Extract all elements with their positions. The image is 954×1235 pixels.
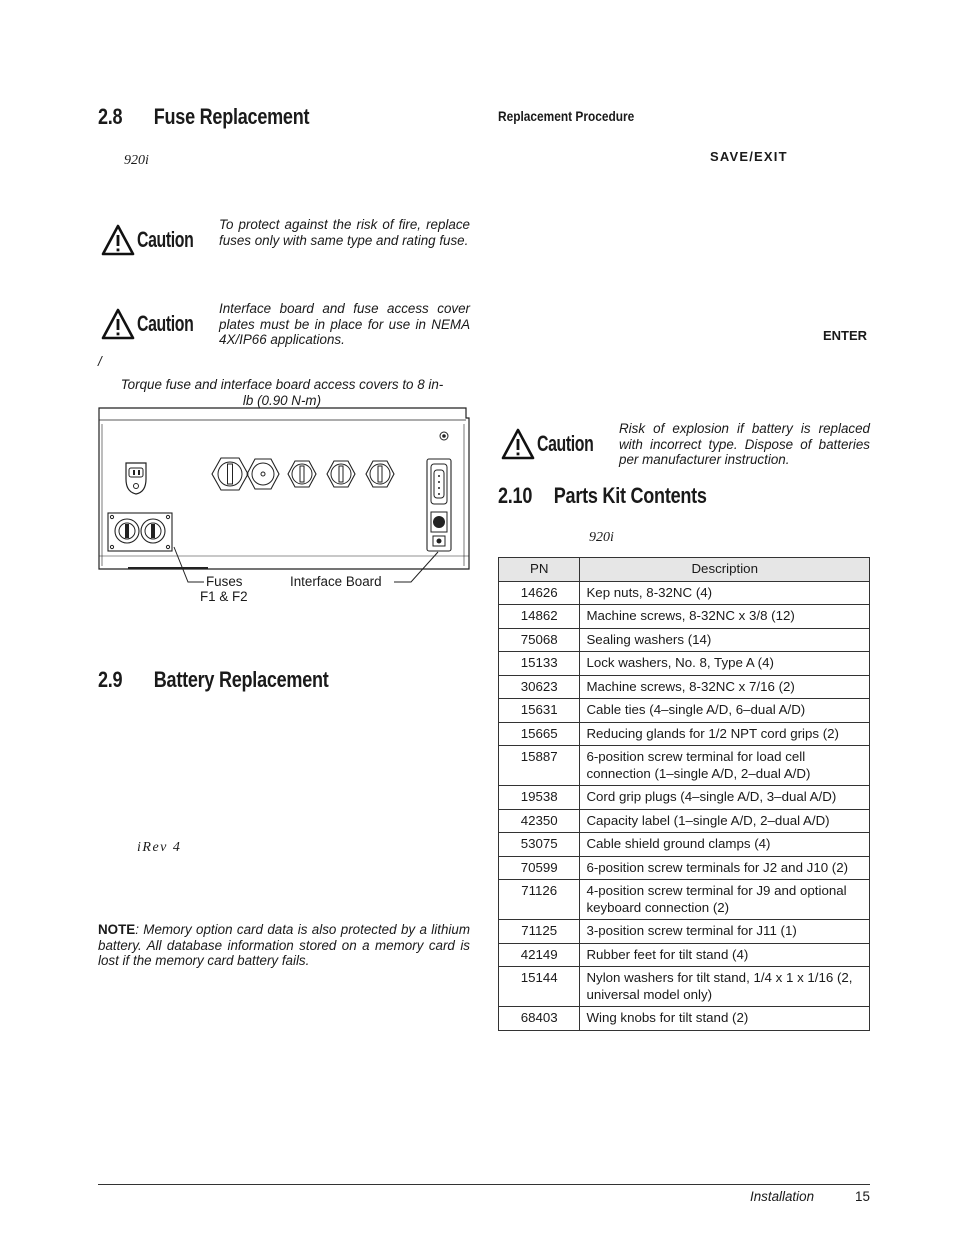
- replacement-procedure-heading: Replacement Procedure: [498, 108, 635, 124]
- caution-logo: [101, 224, 215, 256]
- caution-word: Caution: [137, 311, 194, 336]
- label-fuses-line2: F1 & F2: [200, 589, 248, 604]
- table-row: [499, 809, 870, 833]
- part-description-cell: Reducing glands for 1/2 NPT cord grips (2): [580, 722, 870, 746]
- fuse-holder-icon: [108, 513, 172, 551]
- part-number-cell: 71125: [499, 920, 580, 944]
- caution-logo: [501, 428, 615, 460]
- caution-word: Caution: [537, 431, 594, 456]
- part-number-cell: 15133: [499, 652, 580, 676]
- cord-grip-icon: [288, 461, 316, 487]
- figure-caption: Torque fuse and interface board access covers to 8 in-lb (0.90 N-m): [120, 377, 444, 408]
- caution-logo: [101, 308, 215, 340]
- parts-table-body: [499, 581, 870, 1030]
- table-row: [499, 581, 870, 605]
- caution-word: Caution: [137, 227, 194, 252]
- table-row: [499, 833, 870, 857]
- section-number: 2.10: [498, 483, 533, 508]
- cord-grip-icon: [327, 461, 355, 487]
- part-number-cell: 42350: [499, 809, 580, 833]
- warning-triangle-icon: [501, 428, 535, 460]
- part-description-cell: Cable shield ground clamps (4): [580, 833, 870, 857]
- cord-grip-icon: [247, 459, 279, 489]
- table-row: [499, 746, 870, 786]
- warning-triangle-icon: [101, 224, 135, 256]
- enter-key: ENTER: [823, 328, 868, 343]
- model-name: 920i: [124, 153, 149, 168]
- table-row: [499, 920, 870, 944]
- column-header-description: Description: [580, 558, 870, 582]
- note-text: : Memory option card data is also protected by a lithium battery. All database information stored on a memory card is lost if the memory card battery fails.: [98, 922, 470, 968]
- section-number: 2.9: [98, 667, 123, 692]
- power-connector-icon: [126, 463, 146, 494]
- table-row: [499, 967, 870, 1007]
- part-description-cell: Cord grip plugs (4–single A/D, 3–dual A/D): [580, 786, 870, 810]
- page-number: 15: [855, 1189, 870, 1204]
- caution-text-fuse: To protect against the risk of fire, replace fuses only with same type and rating fuse.: [219, 217, 470, 248]
- part-description-cell: Kep nuts, 8-32NC (4): [580, 581, 870, 605]
- part-number-cell: 70599: [499, 856, 580, 880]
- part-number-cell: 53075: [499, 833, 580, 857]
- parts-kit-table: [498, 557, 870, 1031]
- table-row: [499, 699, 870, 723]
- part-description-cell: 3-position screw terminal for J11 (1): [580, 920, 870, 944]
- part-number-cell: 15631: [499, 699, 580, 723]
- part-number-cell: 14626: [499, 581, 580, 605]
- part-number-cell: 15887: [499, 746, 580, 786]
- part-description-cell: Machine screws, 8-32NC x 7/16 (2): [580, 675, 870, 699]
- part-number-cell: 42149: [499, 943, 580, 967]
- cord-grip-icon: [366, 461, 394, 487]
- stray-slash: /: [98, 354, 102, 369]
- footer-rule: [98, 1184, 870, 1185]
- part-number-cell: 14862: [499, 605, 580, 629]
- irev-text: iRev 4: [137, 840, 182, 855]
- cord-grip-icon: [212, 458, 248, 490]
- caution-text-battery: Risk of explosion if battery is replaced with incorrect type. Dispose of batteries per manufacturer instruction.: [619, 421, 870, 467]
- part-number-cell: 71126: [499, 880, 580, 920]
- table-row: [499, 943, 870, 967]
- note-paragraph: [98, 922, 470, 969]
- part-description-cell: 4-position screw terminal for J9 and optional keyboard connection (2): [580, 880, 870, 920]
- label-interface-board: Interface Board: [290, 574, 382, 589]
- section-title: Fuse Replacement: [153, 104, 310, 129]
- footer-section: Installation: [750, 1189, 815, 1204]
- section-number: 2.8: [98, 104, 123, 129]
- section-2-9-heading: [98, 667, 329, 693]
- table-header-row: [499, 558, 870, 582]
- part-number-cell: 75068: [499, 628, 580, 652]
- note-label: NOTE: [98, 922, 136, 937]
- part-description-cell: Sealing washers (14): [580, 628, 870, 652]
- warning-triangle-icon: [101, 308, 135, 340]
- section-2-10-heading: [498, 483, 707, 509]
- part-number-cell: 30623: [499, 675, 580, 699]
- table-row: [499, 605, 870, 629]
- interface-board-icon: [427, 459, 451, 551]
- section-title: Battery Replacement: [153, 667, 329, 692]
- part-description-cell: Machine screws, 8-32NC x 3/8 (12): [580, 605, 870, 629]
- part-description-cell: 6-position screw terminals for J2 and J10 (2): [580, 856, 870, 880]
- part-description-cell: Lock washers, No. 8, Type A (4): [580, 652, 870, 676]
- part-number-cell: 15665: [499, 722, 580, 746]
- label-fuses-line1: Fuses: [206, 574, 243, 589]
- ground-screw-icon: [440, 432, 448, 440]
- part-description-cell: Rubber feet for tilt stand (4): [580, 943, 870, 967]
- part-description-cell: Cable ties (4–single A/D, 6–dual A/D): [580, 699, 870, 723]
- table-row: [499, 722, 870, 746]
- table-row: [499, 652, 870, 676]
- table-row: [499, 675, 870, 699]
- save-exit-key: SAVE/EXIT: [710, 149, 788, 164]
- label-fuses: [206, 574, 242, 590]
- part-number-cell: 15144: [499, 967, 580, 1007]
- model-name: 920i: [589, 530, 614, 545]
- section-2-8-heading: [98, 104, 309, 130]
- part-description-cell: 6-position screw terminal for load cell connection (1–single A/D, 2–dual A/D): [580, 746, 870, 786]
- table-row: [499, 628, 870, 652]
- enclosure-rear-panel-figure: [98, 406, 472, 606]
- section-title: Parts Kit Contents: [553, 483, 707, 508]
- caution-text-cover: Interface board and fuse access cover plates must be in place for use in NEMA 4X/IP66 applications.: [219, 301, 470, 347]
- table-row: [499, 880, 870, 920]
- table-row: [499, 856, 870, 880]
- part-number-cell: 19538: [499, 786, 580, 810]
- part-description-cell: Capacity label (1–single A/D, 2–dual A/D): [580, 809, 870, 833]
- column-header-pn: PN: [499, 558, 580, 582]
- table-row: [499, 786, 870, 810]
- part-description-cell: Nylon washers for tilt stand, 1/4 x 1 x 1/16 (2, universal model only): [580, 967, 870, 1007]
- part-description-cell: Wing knobs for tilt stand (2): [580, 1007, 870, 1031]
- part-number-cell: 68403: [499, 1007, 580, 1031]
- table-row: [499, 1007, 870, 1031]
